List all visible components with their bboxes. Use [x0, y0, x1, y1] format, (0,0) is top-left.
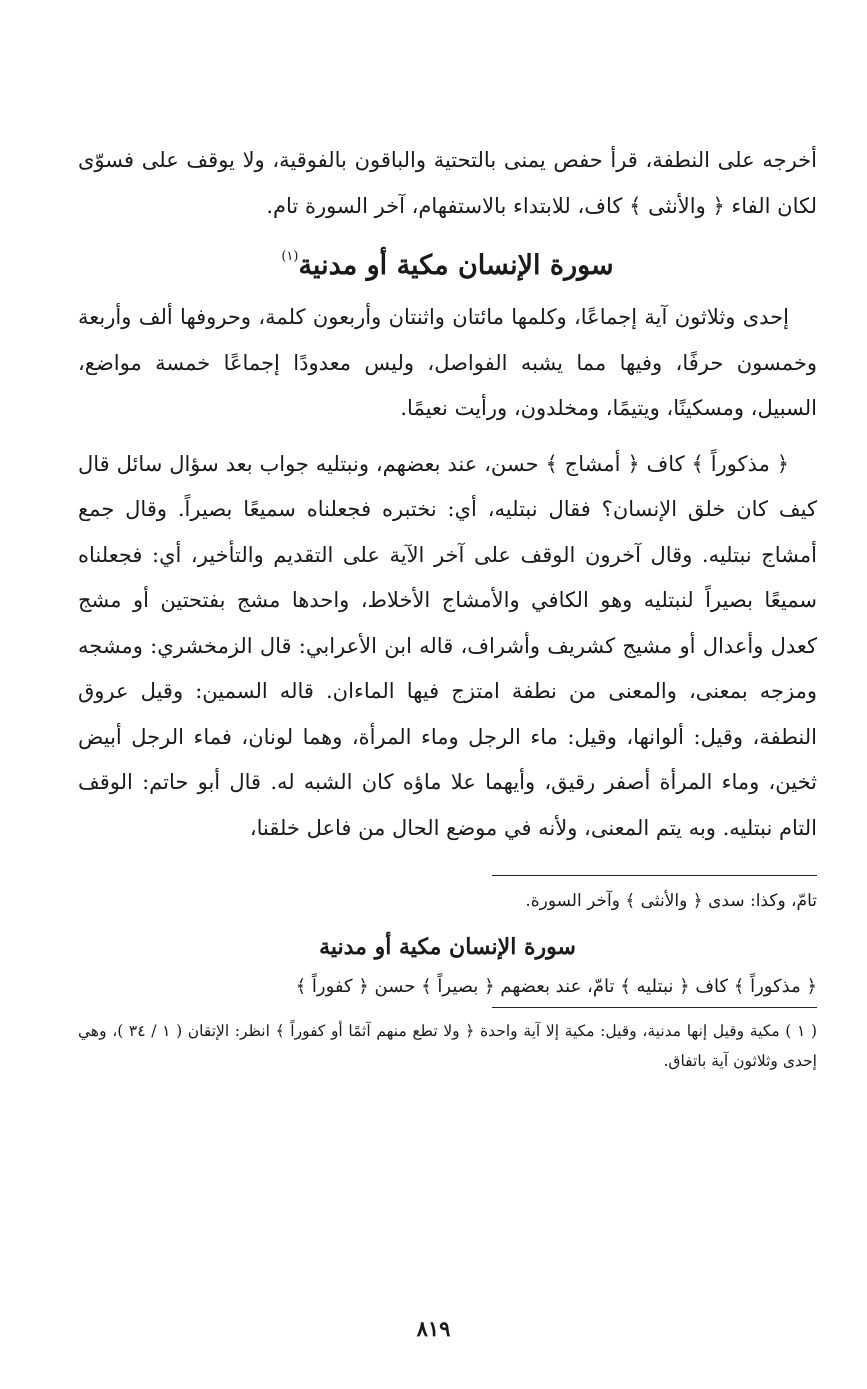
footnote-separator — [492, 875, 817, 876]
paragraph-3: ﴿ مذكوراً ﴾ كاف ﴿ أمشاج ﴾ حسن، عند بعضهم، ونبتليه جواب بعد سؤال سائل قال كيف كان خلق الإنسان؟ فقال نبتليه، أي: نختبره فجعلناه سميعًا بصيراً. وقال جمع أمشاج نبتليه. وقال آخرون الوقف على آخر الآية على التقديم والتأخير، أي: فجعلناه سميعًا بصيراً لنبتليه وهو الكافي والأمشاج الأخلاط، واحدها مشج بفتحتين أو مشج كعدل وأعدال أو مشيج كشريف وأشراف، قاله ابن الأعرابي: قال الزمخشري: ومشجه ومزجه بمعنى، والمعنى من نطفة امتزج فيها الماءان. قاله السمين: وقيل عروق النطفة، وقيل: ألوانها، وقيل: ماء الرجل وماء المرأة، وهما لونان، فماء الرجل أبيض ثخين، وماء المرأة أصفر رقيق، وأيهما علا ماؤه كان الشبه له. قال أبو حاتم: الوقف التام نبتليه. وبه يتم المعنى، ولأنه في موضع الحال من فاعل خلقنا، — [78, 451, 817, 840]
footnote-separator-2 — [492, 1007, 817, 1008]
paragraph-1: أخرجه على النطفة، قرأ حفص يمنى بالتحتية والباقون بالفوقية، ولا يوقف على فسوّى لكان الفاء ﴿ والأنثى ﴾ كاف، للابتداء بالاستفهام، آخر السورة تام. — [78, 148, 817, 218]
page-number: ٨١٩ — [416, 1316, 451, 1341]
footnote-marker: (١) — [281, 249, 299, 264]
margin-note-stops: ﴿ مذكوراً ﴾ كاف ﴿ نبتليه ﴾ تامّ، عند بعضهم ﴿ بصيراً ﴾ حسن ﴿ كفوراً ﴾ — [295, 976, 817, 997]
paragraph-2: إحدى وثلاثون آية إجماعًا، وكلمها مائتان واثنتان وأربعون كلمة، وحروفها ألف وأربعة وخمسون حرفًا، وفيها مما يشبه الفواصل، وليس معدودًا إجماعًا خمسة مواضع، السبيل، ومسكينًا، ويتيمًا، ومخلدون، ورأيت نعيمًا. — [78, 305, 817, 420]
page-content — [78, 138, 817, 1389]
footnote-1: ( ١ ) مكية وقيل إنها مدنية، وقيل: مكية إلا آية واحدة ﴿ ولا تطع منهم آثمًا أو كفوراً ﴾ انظر: الإتقان ( ١ / ٣٤ )، وهي إحدى وثلاثون آية باتفاق. — [78, 1022, 818, 1070]
margin-note-line: تامّ، وكذا: سدى ﴿ والأنثى ﴾ وآخر السورة. — [525, 891, 817, 911]
margin-note-heading: سورة الإنسان مكية أو مدنية — [319, 934, 576, 960]
surah-heading — [78, 232, 817, 291]
surah-heading-text: سورة الإنسان مكية أو مدنية — [298, 250, 614, 281]
